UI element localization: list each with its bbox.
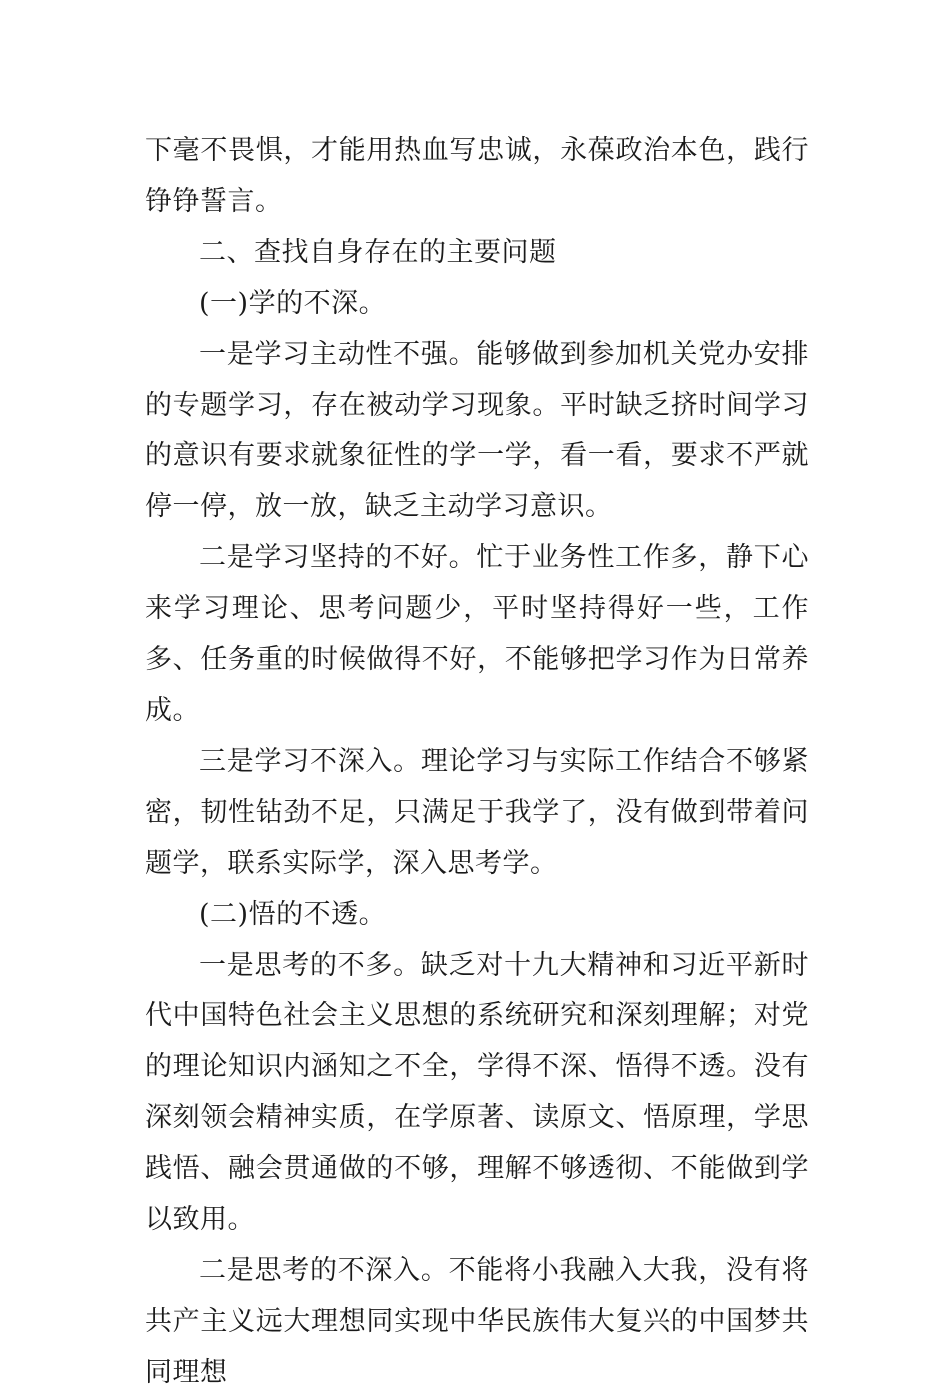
subsection-heading-1: (一)学的不深。 <box>199 287 387 319</box>
section-heading: 二、查找自身存在的主要问题 <box>199 236 557 268</box>
paragraph: 一是学习主动性不强。能够做到参加机关党办安排的专题学习，存在被动学习现象。平时缺乏挤时间学习的意识有要求就象征性的学一学，看一看，要求不严就停一停，放一放，缺乏主动学习意识。 <box>145 338 809 523</box>
subsection-heading-2: (二)悟的不透。 <box>199 898 387 930</box>
document-body <box>145 126 809 1399</box>
paragraph: 二是思考的不深入。不能将小我融入大我，没有将共产主义远大理想同实现中华民族伟大复兴的中国梦共同理想 <box>145 1254 809 1388</box>
paragraph-continuation: 下毫不畏惧，才能用热血写忠诚，永葆政治本色，践行铮铮誓言。 <box>145 135 809 217</box>
paragraph: 一是思考的不多。缺乏对十九大精神和习近平新时代中国特色社会主义思想的系统研究和深刻理解；对党的理论知识内涵知之不全，学得不深、悟得不透。没有深刻领会精神实质，在学原著、读原文、悟原理，学思践悟、融会贯通做的不够，理解不够透彻、不能做到学以致用。 <box>145 949 809 1236</box>
paragraph: 三是学习不深入。理论学习与实际工作结合不够紧密，韧性钻劲不足，只满足于我学了，没有做到带着问题学，联系实际学，深入思考学。 <box>145 745 809 879</box>
paragraph: 二是学习坚持的不好。忙于业务性工作多，静下心来学习理论、思考问题少，平时坚持得好一些，工作多、任务重的时候做得不好，不能够把学习作为日常养成。 <box>145 542 809 726</box>
